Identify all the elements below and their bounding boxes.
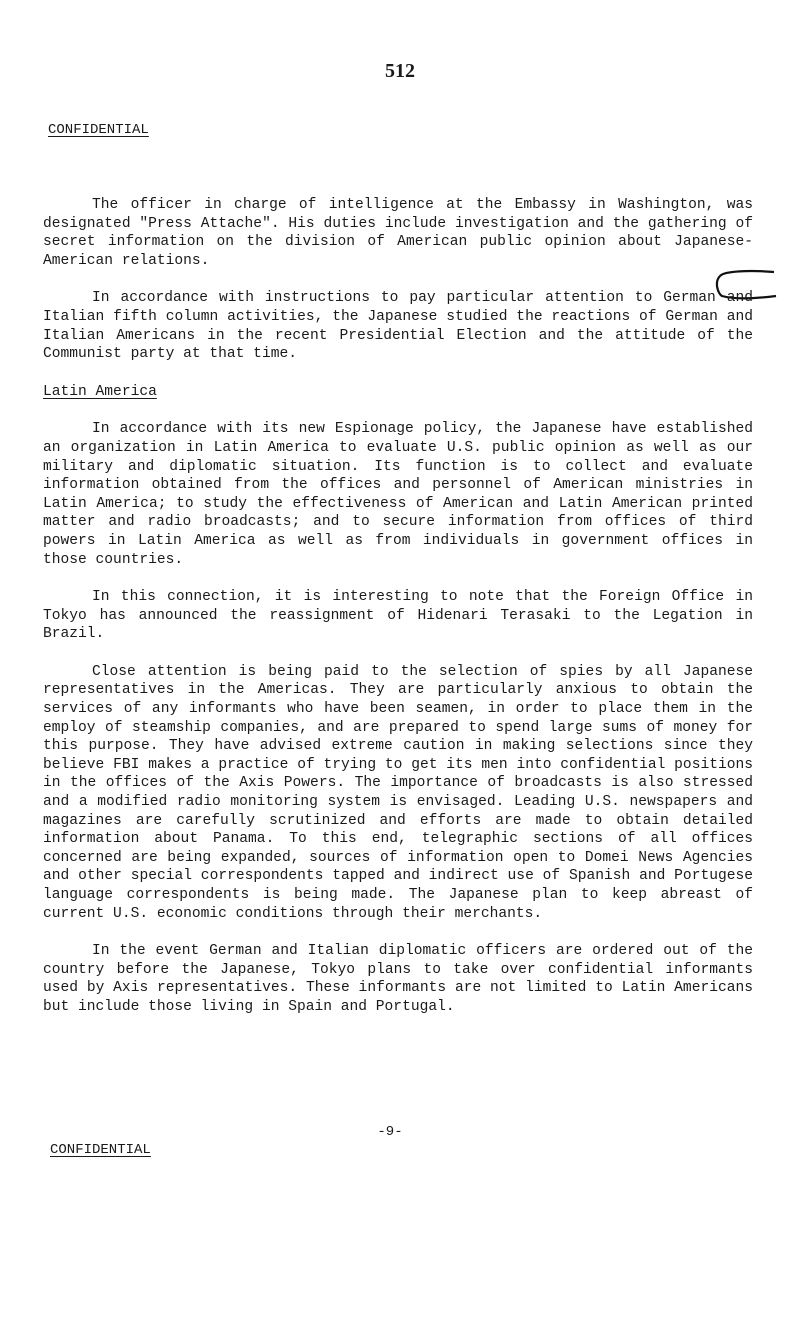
paragraph-espionage-policy: In accordance with its new Espionage policy, the Japanese have established an organization in Latin America to evaluate U.S. public opinion as well as our military and diplomatic situation. Its function is to collect and evaluate information obtained from the offices and personnel of American ministries in Latin America; to study the effectiveness of American and Latin American printed matter and radio broadcasts; and to secure information from offices of third powers in Latin America as well as from individuals in government offices in those countries.	[43, 421, 753, 568]
paragraph-axis-informants: In the event German and Italian diplomatic officers are ordered out of the country before the Japanese, Tokyo plans to take over confidential informants used by Axis representatives. These informants are not limited to Latin Americans but include those living in Spain and Portugal.	[43, 943, 753, 1015]
paragraph-spies-selection: Close attention is being paid to the selection of spies by all Japanese representatives in the Americas. They are particularly anxious to obtain the services of any informants who have been seamen, in order to place them in the employ of steamship companies, and are prepared to spend large sums of money for this purpose. They have advised extreme caution in making selections since they believe FBI makes a practice of trying to get its men into confidential positions in the offices of the Axis Powers. The importance of broadcasts is also stressed and a modified radio monitoring system is envisaged. Leading U.S. newspapers and magazines are carefully scrutinized and efforts are made to obtain detailed information about Panama. To this end, telegraphic sections of all offices concerned are being expanded, sources of information open to Domei News Agencies and other special correspondents tapped and indirect use of Spanish and Portugese language correspondents is being made. The Japanese plan to keep abreast of current U.S. economic conditions through their merchants.	[43, 663, 753, 922]
paragraph-fifth-column: In accordance with instructions to pay particular attention to German and Italian fifth column activities, the Japanese studied the reactions of German and Italian Americans in the recent Presidential Election and the attitude of the Communist party at that time.	[43, 290, 753, 363]
page-number: 512	[385, 60, 415, 82]
confidential-footer: CONFIDENTIAL	[50, 1142, 151, 1158]
footer-page-number: -9-	[377, 1124, 403, 1140]
paragraph-terasaki: In this connection, it is interesting to note that the Foreign Office in Tokyo has announced the reassignment of Hidenari Terasaki to the Legation in Brazil.	[43, 589, 753, 643]
confidential-header: CONFIDENTIAL	[48, 122, 149, 138]
paragraph-press-attache: The officer in charge of intelligence at the Embassy in Washington, was designated "Press Attache". His duties include investigation and the gathering of secret information on the division of American public opinion about Japanese-American relations.	[43, 197, 753, 269]
document-body	[43, 196, 753, 1036]
section-heading-latin-america: Latin America	[43, 383, 157, 400]
